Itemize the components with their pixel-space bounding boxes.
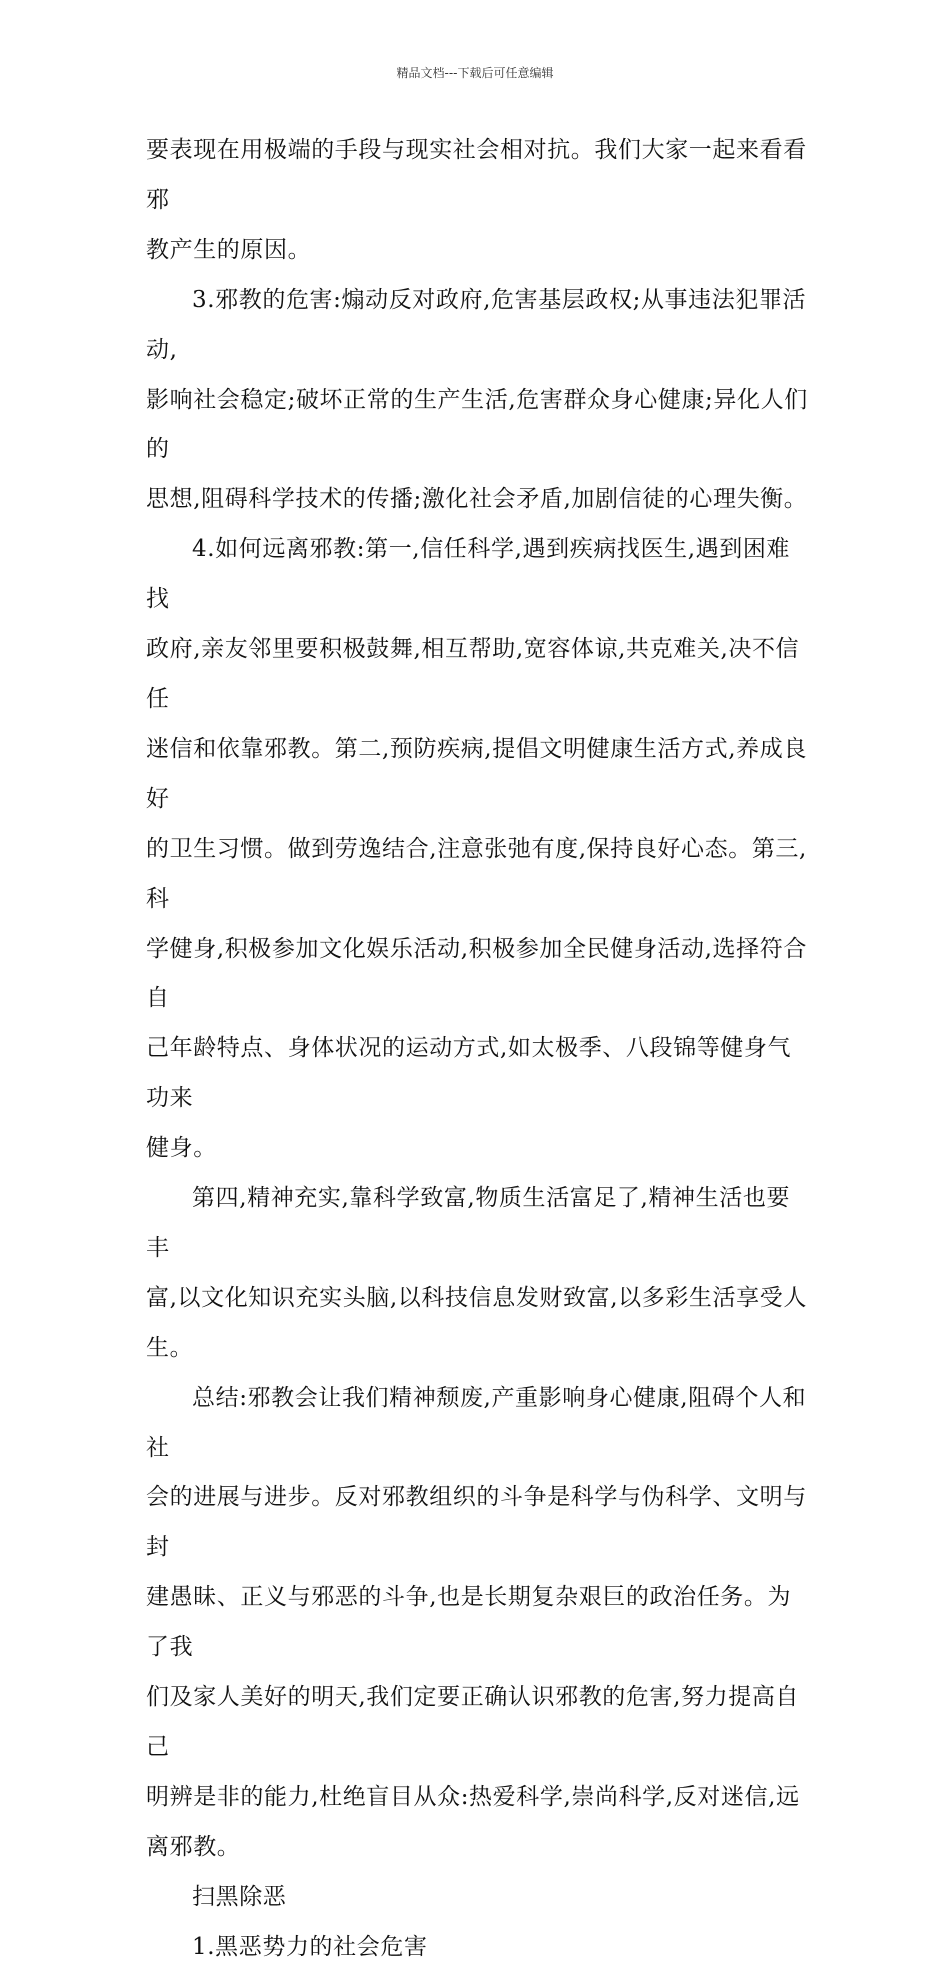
text-line: 离邪教。 <box>146 1833 241 1860</box>
paragraph-continuation <box>146 126 811 276</box>
text-line: 健身。 <box>146 1135 217 1162</box>
text-line: 明辨是非的能力,杜绝盲目从众:热爱科学,崇尚科学,反对迷信,远 <box>146 1783 800 1810</box>
text-line: 思想,阻碍科学技术的传播;激化社会矛盾,加剧信徒的心理失衡。 <box>146 486 808 513</box>
text-line: 会的进展与进步。反对邪教组织的斗争是科学与伪科学、文明与封 <box>146 1484 807 1561</box>
text-line: 政府,亲友邻里要积极鼓舞,相互帮助,宽容体谅,共克难关,决不信任 <box>146 636 800 712</box>
text-line: 影响社会稳定;破坏正常的生产生活,危害群众身心健康;异化人们的 <box>146 386 808 463</box>
text-line: 的卫生习惯。做到劳逸结合,注意张弛有度,保持良好心态。第三,科 <box>146 835 807 912</box>
paragraph-summary <box>146 1374 811 1873</box>
text-line: 4.如何远离邪教:第一,信任科学,遇到疾病找医生,遇到困难找 <box>146 536 791 613</box>
text-line: 学健身,积极参加文化娱乐活动,积极参加全民健身活动,选择符合自 <box>146 935 807 1012</box>
paragraph-keep-away <box>146 525 811 1174</box>
subsection-heading-gang-harm <box>146 1923 811 1973</box>
page-header: 精品文档---下载后可任意编辑 <box>396 66 554 80</box>
text-line: 教产生的原因。 <box>146 236 312 263</box>
text-line: 3.邪教的危害:煽动反对政府,危害基层政权;从事违法犯罪活动, <box>146 286 807 363</box>
text-line: 要表现在用极端的手段与现实社会相对抗。我们大家一起来看看邪 <box>146 137 807 213</box>
paragraph-cult-harm <box>146 276 811 526</box>
section-heading-gang <box>146 1873 811 1923</box>
text-line: 1.黑恶势力的社会危害 <box>192 1933 428 1960</box>
text-line: 迷信和依靠邪教。第二,预防疾病,提倡文明健康生活方式,养成良好 <box>146 735 807 812</box>
text-line: 建愚昧、正义与邪恶的斗争,也是长期复杂艰巨的政治任务。为了我 <box>146 1584 792 1661</box>
text-line: 第四,精神充实,靠科学致富,物质生活富足了,精神生活也要丰 <box>146 1185 791 1261</box>
text-line: 总结:邪教会让我们精神颓废,产重影响身心健康,阻碍个人和社 <box>146 1384 807 1461</box>
text-line: 己年龄特点、身体状况的运动方式,如太极季、八段锦等健身气功来 <box>146 1035 792 1112</box>
document-body <box>146 126 811 1973</box>
text-line: 们及家人美好的明天,我们定要正确认识邪教的危害,努力提高自己 <box>146 1684 800 1760</box>
text-line: 扫黑除恶 <box>192 1883 287 1910</box>
text-line: 富,以文化知识充实头脑,以科技信息发财致富,以多彩生活享受人生。 <box>146 1284 807 1361</box>
